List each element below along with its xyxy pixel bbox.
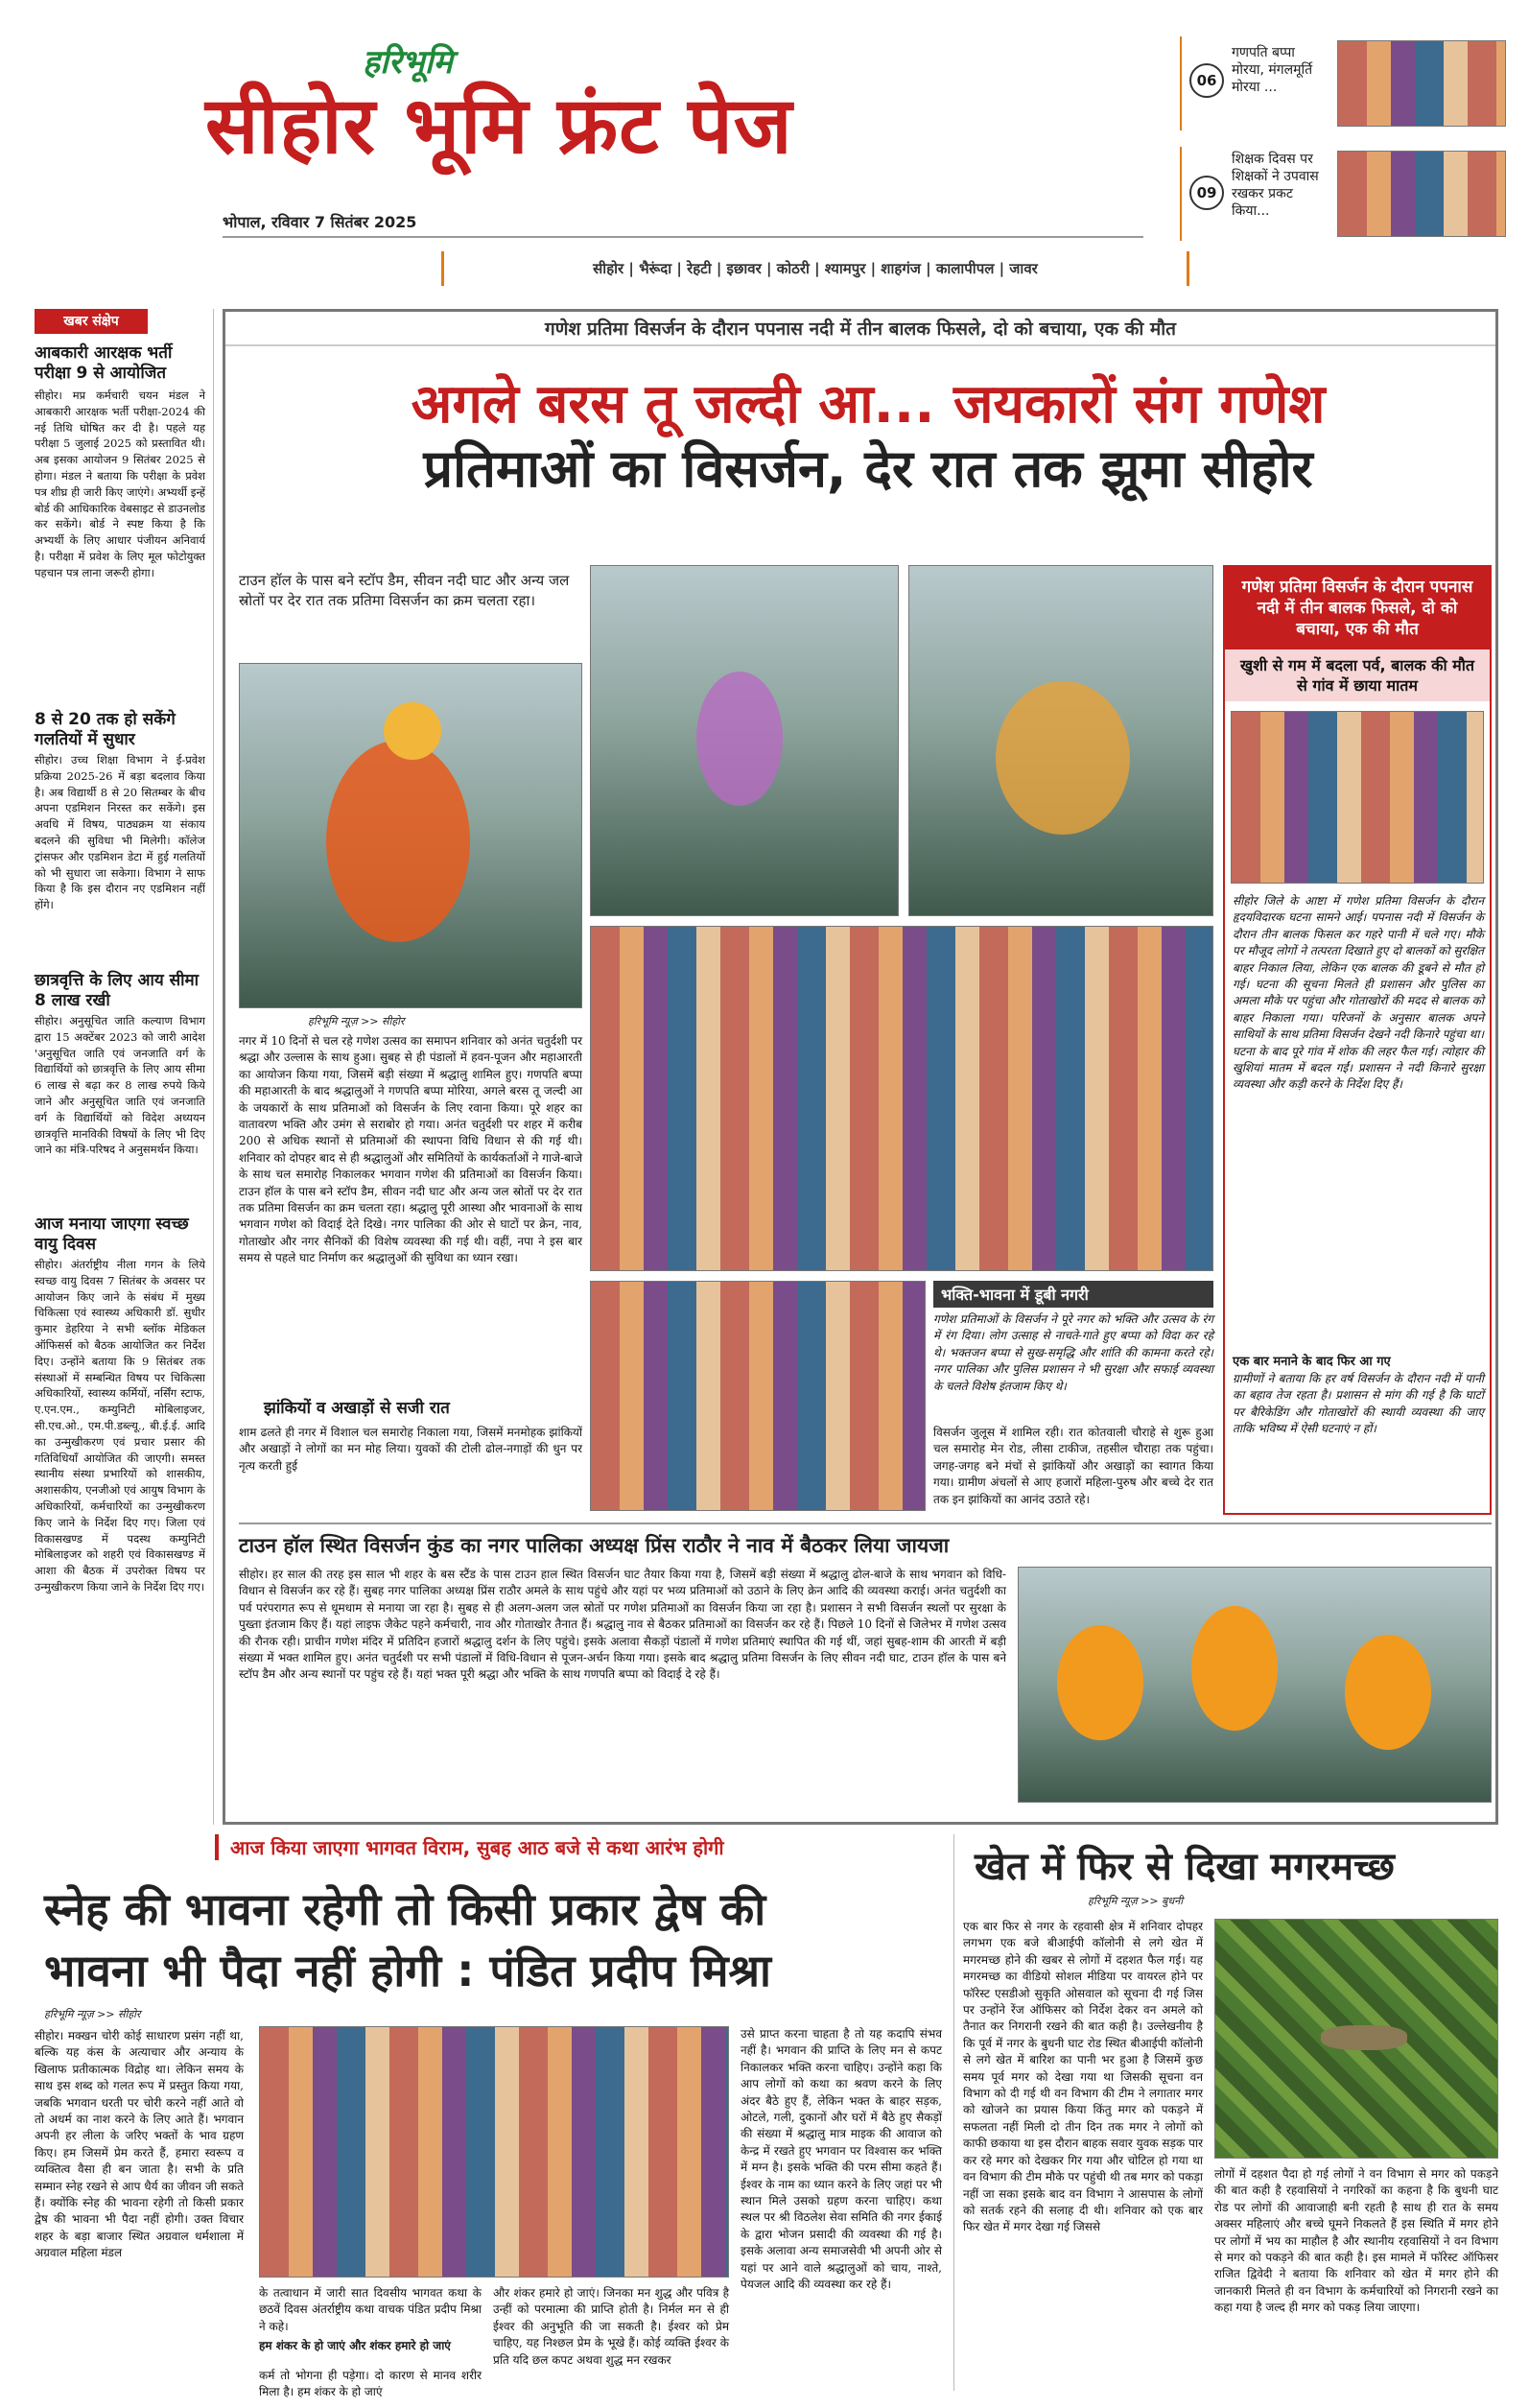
crocodile-story — [963, 1834, 1500, 2391]
katha-audience-photo — [259, 2026, 729, 2278]
bhagwat-body: सीहोर। मक्खन चोरी कोई साधारण प्रसंग नहीं था, बल्कि यह कंस के अत्याचार और अन्याय के खिलाफ प्रतीकात्मक विद्रोह था। लेकिन समय के साथ इस शब्द को गलत रूप में प्रस्तुत किया गया, जबकि भगवान धरती पर चोरी करने नहीं आते वो तो अधर्म का नाश करने के लिए आते हैं। भगवान अपनी हर लीला के जरिए भक्तों के भाव ग्रहण किए। हम जिसमें प्रेम करते हैं, हमारा स्वरूप व व्यक्तित्व वैसा ही बन जाता है। सभी के प्रति सम्मान स्नेह रखने से आप धैर्य का जीवन जी सकते हैं। क्योंकि स्नेह की भावना रहेगी तो किसी प्रकार द्वेष की भावना भी पैदा नहीं होगी। उक्त विचार शहर के बड़ा बाजार स्थित अग्रवाल धर्मशाला में अग्रवाल महिला मंडल — [35, 2029, 244, 2260]
bhagwat-kicker: आज किया जाएगा भागवत विराम, सुबह आठ बजे से कथा आरंभ होगी — [215, 1834, 925, 1860]
teaser-item[interactable] — [1180, 36, 1506, 130]
teaser-photo — [1337, 40, 1506, 127]
dateline: भोपाल, रविवार 7 सितंबर 2025 — [223, 213, 417, 231]
lead-headline: प्रतिमाओं का विसर्जन, देर रात तक झूमा सीहोर — [423, 438, 1313, 499]
teaser-list — [1180, 36, 1506, 248]
brief-body: सीहोर। मप्र कर्मचारी चयन मंडल ने आबकारी आरक्षक भर्ती परीक्षा-2024 की नई तिथि घोषित कर दी है। पहले यह परीक्षा 5 जुलाई 2025 को प्रस्तावित थी। अब इसका आयोजन 9 सितंबर 2025 से होगा। मंडल ने बताया कि परीक्षा के प्रवेश पत्र शीघ्र ही जारी किए जाएंगे। अभ्यर्थी इन्हें बोर्ड की आधिकारिक वेबसाइट से डाउनलोड कर सकेंगे। बोर्ड ने स्पष्ट किया है कि अभ्यर्थी के लिए आधार पंजीयन अनिवार्य है। परीक्षा में प्रवेश के लिए मूल फोटोयुक्त पहचान पत्र लाना जरूरी होगा। — [35, 389, 205, 579]
lead-body: नगर में 10 दिनों से चल रहे गणेश उत्सव का समापन शनिवार को अनंत चतुर्दशी पर श्रद्धा और उल्लास के साथ हुआ। सुबह से ही पंडालों में हवन-पूजन और महाआरती का आयोजन किया गया, जिसमें बड़ी संख्या में श्रद्धालु शामिल हुए। गणपति बप्पा की महाआरती के बाद श्रद्धालुओं ने गणपति बप्पा मोरिया, अगले बरस तू जल्दी आ के जयकारों के साथ प्रतिमाओं को विसर्जन के लिए रवाना किया। पूरे शहर का वातावरण भक्ति और उमंग से सराबोर हो गया। अनंत चतुर्दशी पर शहर में करीब 200 से अधिक स्थानों से प्रतिमाओं की स्थापना विधि विधान से की गई थी। शनिवार को दोपहर बाद से ही श्रद्धालुओं और समितियों के कार्यकर्ताओं ने गाजे-बाजे के साथ चल समारोह निकालकर भगवान गणेश की प्रतिमाओं का विसर्जन किया। टाउन हॉल के पास बने स्टॉप डैम, सीवन नदी घाट और अन्य जल स्रोतों पर देर रात तक प्रतिमा विसर्जन का क्रम चलता रहा। श्रद्धालु पूरी आस्था और भावनाओं के साथ भगवान गणेश को विदाई देते दिखे। नगर पालिका की ओर से घाटों पर क्रेन, नाव, गोताखोर और नगर सैनिकों की विशेष व्यवस्था की गई थी। वहीं, नपा ने इस बार समय से पहले घाट निर्माण कर श्रद्धालुओं की सुविधा का ध्यान रखा। — [239, 1034, 582, 1265]
photo-credit: हरिभूमि न्यूज़ >> सीहोर — [308, 1015, 405, 1027]
ganesh-idol-photo — [239, 663, 582, 1008]
teaser-text: गणपति बप्पा मोरया, मंगलमूर्ति मोरया ... — [1232, 45, 1313, 95]
side-story-photo — [1231, 711, 1484, 884]
brief-body: सीहोर। अनुसूचित जाति कल्याण विभाग द्वारा 15 अक्टेंबर 2023 को जारी आदेश 'अनुसूचित जाति एवं जनजाति वर्ग के विद्यार्थियों को छात्रवृत्ति के लिए आय सीमा 6 लाख से बढ़ा कर 8 लाख रुपये किये जाने और अनुसूचित जाति एवं जनजाति वर्ग के विद्यार्थियों को विदेश अध्ययन छात्रवृत्ति मानविकी विषयों के लिए भी दिए जाने का मंत्रि-परिषद ने अनुसमर्थन किया। — [35, 1014, 205, 1157]
teaser-photo — [1337, 151, 1506, 237]
bhagwat-byline: हरिभूमि न्यूज़ >> सीहोर — [44, 2008, 141, 2020]
brief-body: सीहोर। उच्च शिक्षा विभाग ने ई-प्रवेश प्रक्रिया 2025-26 में बड़ा बदलाव किया है। अब विद्यार्थी 8 से 20 सितम्बर के बीच अपना एडमिशन निरस्त कर सकेंगे। इस अवधि में विषय, पाठ्यक्रम या संकाय बदलने की सुविधा भी मिलेगी। कॉलेज ट्रांसफर और एडमिशन डेटा में हुई गलतियों को भी सुधारा जा सकेगा। विभाग ने साफ किया है कि इस दौरान नए एडमिशन नहीं होंगे। — [35, 753, 205, 912]
bhagwat-subhead: हम शंकर के हो जाएं और शंकर हमारे हो जाएं — [259, 2339, 451, 2352]
town-hall-headline: टाउन हॉल स्थित विसर्जन कुंड का नगर पालिका अध्यक्ष प्रिंस राठौर ने नाव में बैठकर लिया जायजा — [239, 1534, 950, 1557]
town-hall-body: सीहोर। हर साल की तरह इस साल भी शहर के बस स्टैंड के पास टाउन हाल स्थित विसर्जन घाट तैयार किया गया है, जिसमें बड़ी संख्या में श्रद्धालु ढोल-बाजे के साथ भगवान को विधि-विधान से विसर्जन कर रहे हैं। सुबह नगर पालिका अध्यक्ष प्रिंस राठौर अमले के साथ पहुंचे और यहां पर भव्य प्रतिमाओं को उठाने के लिए क्रेन आदि की व्यवस्था कराई। अनंत चतुर्दशी का पर्व परंपरागत रूप से धूमधाम से मनाया जा रहा है। सुबह से ही अलग-अलग जल स्रोतों पर गणेश प्रतिमाओं का विसर्जन किया जा रहा है। प्रशासन ने सभी विसर्जन स्थलों पर सुरक्षा के पुख्ता इंतजाम किए हैं। यहां लाइफ जैकेट पहने कर्मचारी, नाव और गोताखोर तैनात हैं। श्रद्धालु नाव से बैठकर प्रतिमाओं का विसर्जन कर रहे हैं। पिछले 10 दिनों से जिलेभर में गणेश उत्सव की रौनक रही। प्राचीन गणेश मंदिर में प्रतिदिन हजारों श्रद्धालु दर्शन के लिए पहुंचे। इसके अलावा सैकड़ों पंडालों में गणेश प्रतिमाएं स्थापित की गई थीं, जहां सुबह-शाम की आरती में बड़ी संख्या में भक्त शामिल हुए। अनंत चतुर्दशी पर सभी पंडालों में विधि-विधान से पूजन-अर्चन किया गया। इसके बाद श्रद्धालु प्रतिमा विसर्जन के लिए सीवन नदी घाट, टाउन हॉल के पास बने स्टॉप डैम और अन्य स्थानों पर पहुंच रहे हैं। यहां भक्त पूरी श्रद्धा और भक्ति के साथ गणपति बप्पा को विदाई दे रहे हैं। — [239, 1568, 1006, 1682]
lead-body: विसर्जन जुलूस में शामिल रही। रात कोतवाली चौराहे से शुरू हुआ चल समारोह मेन रोड, लीसा टाकीज, तहसील चौराहा तक पहुंचा। जगह-जगह बने मंचों से झांकियों और अखाड़ों का स्वागत किया गया। ग्रामीण अंचलों से आए हजारों महिला-पुरुष और बच्चे देर रात तक इन झांकियों का आनंद उठाते रहे। — [933, 1426, 1213, 1506]
crocodile-byline: हरिभूमि न्यूज़ >> बुधनी — [1088, 1895, 1184, 1907]
bhagwat-body: कर्म तो भोगना ही पड़ेगा। दो कारण से मानव शरीर मिला है। हम शंकर के हो जाएं — [259, 2369, 482, 2399]
news-brief-sidebar — [35, 309, 205, 1825]
brief-headline: 8 से 20 तक हो सकेंगे गलतियों में सुधार — [35, 710, 176, 749]
girls-with-idol-photo — [590, 1281, 926, 1511]
brief-headline: आज मनाया जाएगा स्वच्छ वायु दिवस — [35, 1215, 189, 1254]
location-list: सीहोर | भैरूंदा | रेहटी | इछावर | कोठरी | श्यामपुर | शाहगंज | कालापीपल | जावर — [593, 260, 1038, 277]
photo-caption: टाउन हॉल के पास बने स्टॉप डैम, सीवन नदी घाट और अन्य जल स्रोतों पर देर रात तक प्रतिमा विसर्जन का क्रम चलता रहा। — [239, 572, 570, 609]
lead-kicker: गणेश प्रतिमा विसर्जन के दौरान पपनास नदी में तीन बालक फिसले, दो को बचाया, एक की मौत — [225, 312, 1495, 346]
lead-body: शाम ढलते ही नगर में विशाल चल समारोह निकाला गया, जिसमें मनमोहक झांकियों और अखाड़ों ने लोगों का मन मोह लिया। युवकों की टोली ढोल-नगाड़ों की धुन पर नृत्य करती हुई — [239, 1426, 582, 1473]
river-immersion-photo — [590, 565, 899, 916]
side-story-subhead: एक बार मनाने के बाद फिर आ गए — [1233, 1355, 1391, 1369]
sidebar-label: खबर संक्षेप — [35, 309, 148, 334]
bhagwat-body: उसे प्राप्त करना चाहता है तो यह कदापि संभव नहीं है। भगवान की प्राप्ति के लिए मन से कपट निकालकर भक्ति करना चाहिए। उन्होंने कहा कि आप लोगों को कथा का श्रवण करने के लिए अंदर बैठे हुए हैं, लेकिन भक्त के बाहर सड़क, ओटले, गली, दुकानों और घरों में बैठे हुए सैकड़ों की संख्या में श्रद्धालु मात्र माइक की आवाज को केन्द्र में रखते हुए भगवान पर विश्वास कर भक्ति में मग्न है। इसके भक्ति की परम सीमा कहते हैं। ईश्वर के नाम का ध्यान करने के लिए जहां पर भी स्थान मिले उसको ग्रहण करना चाहिए। कथा स्थल पर श्री विठलेश सेवा समिति की नगर ईकाई के द्वारा भोजन प्रसादी की व्यवस्था की गई है। इसके अलावा अन्य समाजसेवी भी अपनी ओर से यहां पर आने वाले श्रद्धालुओं को चाय, नाश्ते, पेयजल आदि की व्यवस्था कर रहे हैं। — [741, 2027, 942, 2292]
bhagwat-body: के तत्वाधान में जारी सात दिवसीय भागवत कथा के छठवें दिवस अंतर्राष्ट्रीय कथा वाचक पंडित प्रदीप मिश्रा ने कहे। — [259, 2286, 482, 2333]
divider — [223, 236, 1143, 238]
page-title: सीहोर भूमि फ्रंट पेज — [205, 81, 793, 172]
lead-headline: अगले बरस तू जल्दी आ... जयकारों संग गणेश — [411, 373, 1326, 436]
inset-body: गणेश प्रतिमाओं के विसर्जन ने पूरे नगर को भक्ति और उत्सव के रंग में रंग दिया। लोग उत्साह से नाचते-गाते हुए बप्पा को विदा कर रहे थे। भक्तजन बप्पा से सुख-समृद्धि और शांति की कामना करते रहे। नगर पालिका और पुलिस प्रशासन ने भी सुरक्षा और सफाई व्यवस्था के चलते विशेष इंतजाम किए थे। — [933, 1312, 1213, 1393]
side-story-headline: गणेश प्रतिमा विसर्जन के दौरान पपनास नदी में तीन बालक फिसले, दो को बचाया, एक की मौत — [1225, 567, 1490, 649]
brief-headline: छात्रवृत्ति के लिए आय सीमा 8 लाख रखी — [35, 971, 200, 1010]
inset-box — [933, 1281, 1213, 1415]
side-story-subhead: खुशी से गम में बदला पर्व, बालक की मौत से गांव में छाया मातम — [1225, 649, 1490, 701]
bhagwat-headline: भावना भी पैदा नहीं होगी : पंडित प्रदीप मिश्रा — [44, 1945, 771, 1996]
lead-subhead: झांकियों व अखाड़ों से सजी रात — [264, 1399, 450, 1418]
boat-inspection-photo — [1018, 1567, 1492, 1803]
bhagwat-story — [35, 1834, 946, 2399]
inset-headline: भक्ति-भावना में डूबी नगरी — [933, 1281, 1213, 1308]
crocodile-headline: खेत में फिर से दिखा मगरमच्छ — [975, 1845, 1395, 1889]
masthead — [0, 0, 1529, 288]
teaser-page-number: 06 — [1189, 63, 1224, 98]
crocodile-body: लोगों में दहशत पैदा हो गई लोगों ने वन विभाग से मगर को पकड़ने की बात कही है रहवासियों ने नगरिकों का कहना है कि बुधनी घाट रोड पर लोगों की आवाजाही बनी रहती है साथ ही रात के समय अक्सर महिलाएं और बच्चे घूमने निकलते हैं इस स्थिति में मगर होने पर लोगों में भय का माहौल है और स्थानीय रहवासियों ने वन विभाग से मगर को पकड़ने की बात कही है। इस मामले में फॉरेस्ट ऑफिसर राजित द्विवेदी ने बताया कि शनिवार को खेत में मगर होने की जानकारी मिलते ही वन विभाग के कर्मचारियों को निगरानी रखने का कहा गया है जल्द ही मगर को पकड़ लिया जाएगा। — [1214, 2167, 1498, 2315]
bhagwat-body: और शंकर हमारे हो जाएं। जिनका मन शुद्ध और पवित्र है उन्हीं को परमात्मा की प्राप्ति होती है। निर्मल मन से ही ईश्वर की अनुभूति की जा सकती है। ईश्वर को प्रेम चाहिए, यह निश्छल प्रेम के भूखे हैं। कोई व्यक्ति ईश्वर के प्रति यदि छल कपट अथवा शुद्ध मन रखकर — [493, 2286, 729, 2367]
side-story-body: ग्रामीणों ने बताया कि हर वर्ष विसर्जन के दौरान नदी में पानी का बहाव तेज रहता है। प्रशासन से मांग की गई है कि घाटों पर बैरिकेडिंग और गोताखोरों की स्थायी व्यवस्था की जाए ताकि भविष्य में ऐसी घटनाएं न हों। — [1233, 1372, 1484, 1436]
teaser-text: शिक्षक दिवस पर शिक्षकों ने उपवास रखकर प्रकट किया... — [1232, 152, 1319, 219]
teaser-page-number: 09 — [1189, 176, 1224, 210]
brief-headline: आबकारी आरक्षक भर्ती परीक्षा 9 से आयोजित — [35, 343, 173, 383]
side-story-body: सीहोर जिले के आष्टा में गणेश प्रतिमा विसर्जन के दौरान हृदयविदारक घटना सामने आई। पपनास नदी में विसर्जन के दौरान तीन बालक फिसल कर गहरे पानी में चले गए। मौके पर मौजूद लोगों ने तत्परता दिखाते हुए दो बालकों को सुरक्षित बाहर निकाल लिया, लेकिन एक बालक की डूबने से मौत हो गई। घटना की सूचना मिलते ही प्रशासन और पुलिस का अमला मौके पर पहुंचा और गोताखोरों की मदद से बालक को बाहर निकाला गया। परिजनों के अनुसार बालक अपने साथियों के साथ प्रतिमा विसर्जन देखने नदी किनारे पहुंचा था। घटना के बाद पूरे गांव में शोक की लहर फैल गई। त्योहार की खुशियां मातम में बदल गईं। प्रशासन ने नदी किनारे सुरक्षा व्यवस्था और कड़ी करने के निर्देश दिए हैं। — [1233, 894, 1484, 1092]
lead-story — [223, 309, 1498, 1825]
side-story — [1223, 565, 1492, 1515]
location-bar — [441, 251, 1189, 286]
brief-body: सीहोर। अंतर्राष्ट्रीय नीला गगन के लिये स्वच्छ वायु दिवस 7 सितंबर के अवसर पर आयोजन किए जाने के संबंध में मुख्य चिकित्सा एवं स्वास्थ्य अधिकारी डॉ. सुधीर कुमार डेहरिया ने सभी ब्लॉक मेडिकल ऑफिसर्स को बैठक आयोजित कर निर्देश दिए। उन्होंने बताया कि 9 सितंबर तक संस्थाओं में सम्बन्धित विषय पर चिकित्सा अधिकारियों, स्वास्थ्य कर्मियों, नर्सिंग स्टाफ, ए.एन.एम., कम्युनिटी मोबिलाइजर, सी.एच.ओ., एम.पी.डब्ल्यू., बी.ई.ई. आदि का उन्मुखीकरण एवं प्रचार प्रसार की गतिविधियाँ आयोजित की जाएगी। समस्त स्थानीय संस्था प्रभारियों को शासकीय, अशासकीय, एनजीओ एवं आयुष विभाग के अधिकारियों, कर्मचारियों का उन्मुखीकरण किए जाने के निर्देश दिए गए। जिला एवं विकासखण्ड में पदस्थ कम्युनिटी मोबिलाइजर को शहरी एवं विकासखण्ड में आशा की बैठक में उपरोक्त विषय पर उन्मुखीकरण किया जाने के निर्देश दिए गए। — [35, 1258, 205, 1594]
crowd-celebration-photo — [590, 926, 1213, 1271]
bhagwat-headline: स्नेह की भावना रहेगी तो किसी प्रकार द्वेष की — [44, 1883, 766, 1935]
crocodile-field-photo — [1214, 1919, 1498, 2159]
brand-logo: हरिभूमि — [363, 43, 453, 82]
boat-immersion-photo — [908, 565, 1213, 916]
teaser-item[interactable] — [1180, 147, 1506, 241]
crocodile-body: एक बार फिर से नगर के रहवासी क्षेत्र में शनिवार दोपहर लगभग एक बजे बीआईपी कॉलोनी से लगे खेत में मगरमच्छ होने की खबर से लोगों में दहशत फैल गई। यह मगरमच्छ का वीडियो सोशल मीडिया पर वायरल होने पर फॉरेस्ट एसडीओ सुकृति ओसवाल को सूचना दी गई जिस पर उन्होंने रेंज ऑफिसर को निर्देश देकर वन अमले को तैनात कर निगरानी रखने की बात कही है। उल्लेखनीय है कि पूर्व में नगर के बुधनी घाट रोड स्थित बीआईपी कॉलोनी से लगे खेत में बारिश का पानी भर हुआ है जिसमें कुछ समय पूर्व मगर को देखा गया था जिसकी सूचना वन विभाग को दी गई थी वन विभाग की टीम ने लगातार मगर को खोजने का प्रयास किया किंतु मगर को पकड़ने में सफलता नहीं मिली दो तीन दिन तक मगर ने लोगों को काफी छकाया था इस दौरान बाहक सवार युवक सड़क पार कर रहे मगर को देखकर गिर गया और चोटिल हो गया था वन विभाग की टीम मौके पर पहुंची थी तब मगर को पकड़ा नहीं जा सका इसके बाद वन विभाग ने आसपास के लोगों को सतर्क रहने की सलाह दी थी। शनिवार को एक बार फिर खेत में मगर देखा गई जिससे — [963, 1920, 1203, 2234]
